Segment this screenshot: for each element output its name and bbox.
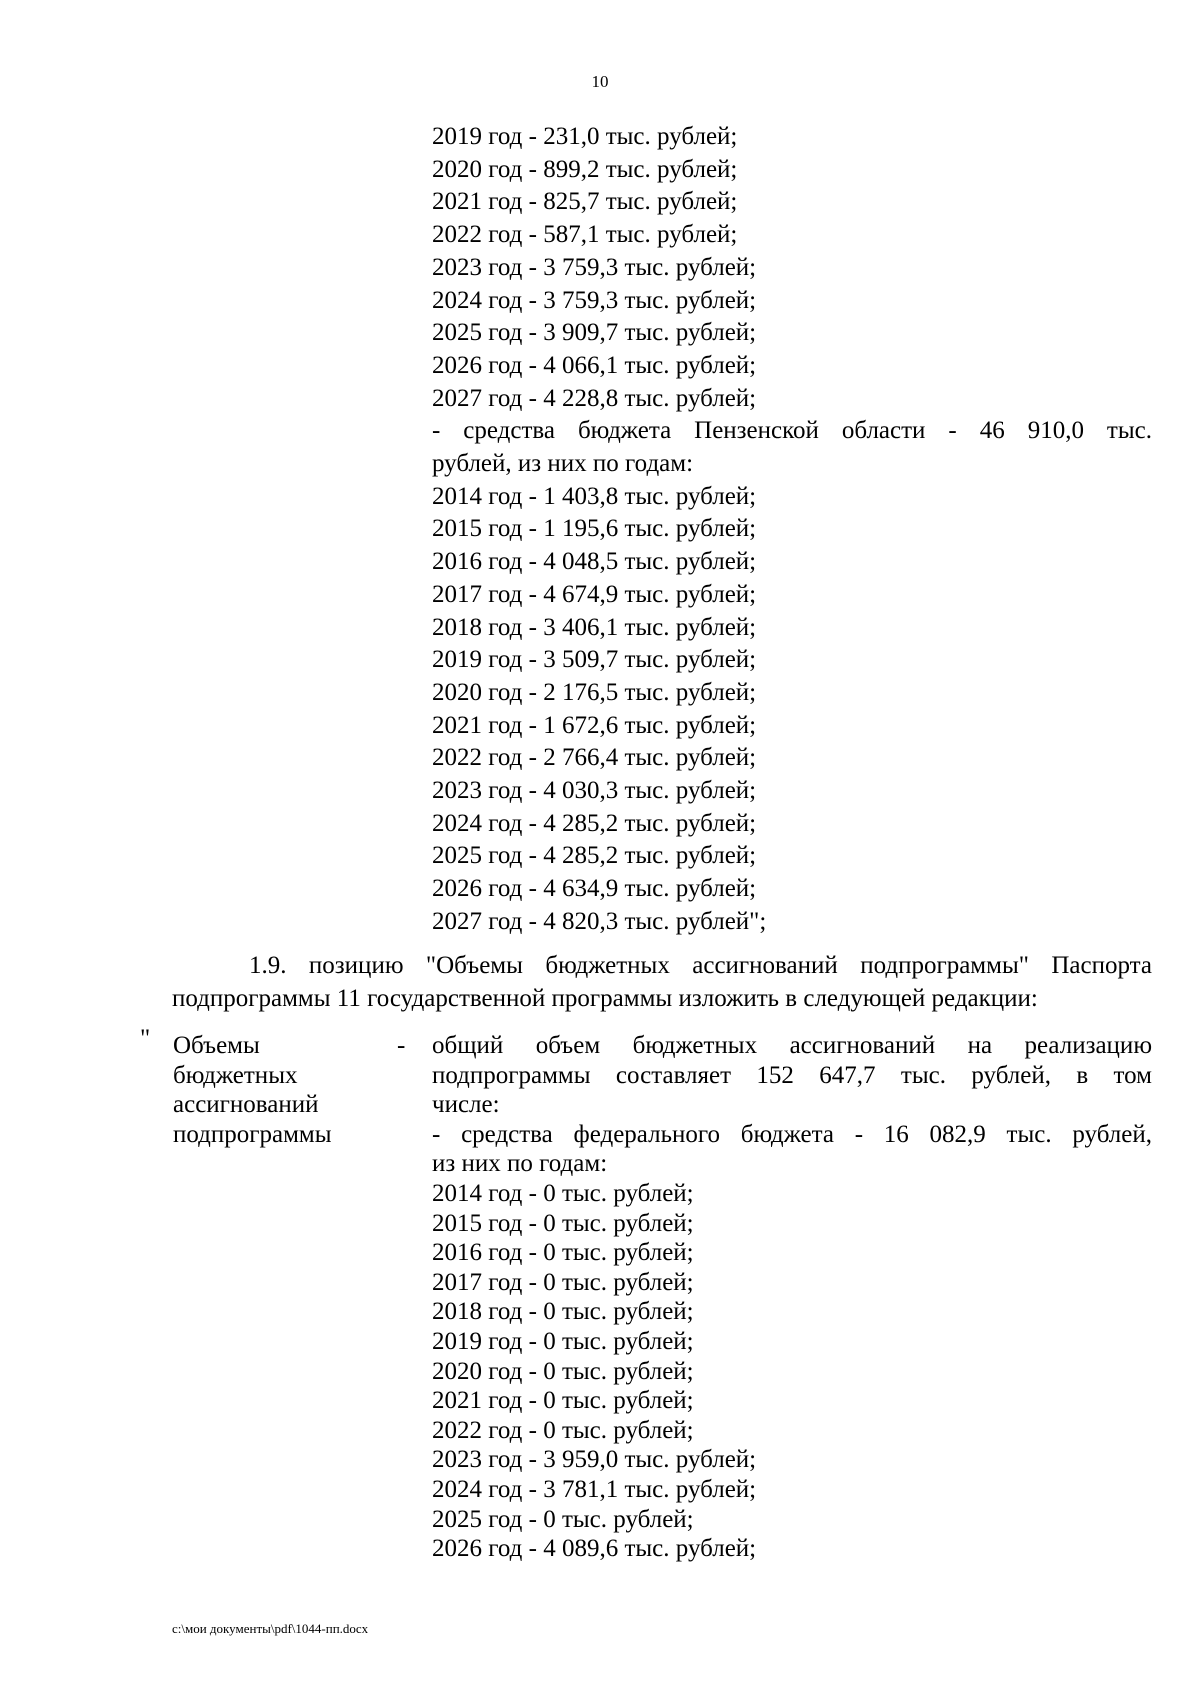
regional-budget-heading: - средства бюджета Пензенской области - 46 910,0 тыс.	[432, 417, 1152, 445]
year-line: 2025 год - 4 285,2 тыс. рублей;	[432, 842, 757, 870]
year-line: 2026 год - 4 089,6 тыс. рублей;	[432, 1535, 757, 1563]
year-line: 2015 год - 0 тыс. рублей;	[432, 1209, 694, 1237]
year-line: 2022 год - 2 766,4 тыс. рублей;	[432, 744, 757, 772]
amendment-paragraph	[172, 950, 1152, 1015]
year-line: 2019 год - 231,0 тыс. рублей;	[432, 123, 738, 150]
year-line: 2017 год - 4 674,9 тыс. рублей;	[432, 580, 757, 608]
year-line: 2022 год - 587,1 тыс. рублей;	[432, 221, 738, 249]
year-line: 2015 год - 1 195,6 тыс. рублей;	[432, 515, 757, 543]
year-line: 2027 год - 4 820,3 тыс. рублей";	[432, 907, 767, 935]
year-line: 2023 год - 4 030,3 тыс. рублей;	[432, 777, 757, 805]
year-line: 2018 год - 0 тыс. рублей;	[432, 1298, 694, 1326]
year-line: 2020 год - 899,2 тыс. рублей;	[432, 155, 738, 183]
regional-budget-subheading: рублей, из них по годам:	[432, 450, 694, 478]
funding-continuation-block	[432, 121, 1152, 939]
value-line: общий объем бюджетных ассигнований на реализацию	[432, 1032, 1152, 1059]
year-line: 2025 год - 3 909,7 тыс. рублей;	[432, 319, 757, 347]
year-line: 2017 год - 0 тыс. рублей;	[432, 1268, 694, 1296]
year-line: 2019 год - 3 509,7 тыс. рублей;	[432, 646, 757, 674]
year-line: 2020 год - 2 176,5 тыс. рублей;	[432, 678, 757, 706]
year-line: 2023 год - 3 759,3 тыс. рублей;	[432, 253, 757, 281]
label-line: Объемы	[173, 1032, 260, 1059]
value-line: - средства федерального бюджета - 16 082,9 тыс. рублей,	[432, 1120, 1152, 1148]
file-path-footer: c:\мои документы\pdf\1044-пп.docx	[172, 1621, 369, 1636]
year-line: 2021 год - 1 672,6 тыс. рублей;	[432, 711, 757, 739]
year-line: 2018 год - 3 406,1 тыс. рублей;	[432, 613, 757, 641]
passport-label	[173, 1031, 393, 1149]
label-line: подпрограммы	[173, 1120, 332, 1148]
value-line: из них по годам:	[432, 1150, 608, 1178]
year-line: 2024 год - 3 759,3 тыс. рублей;	[432, 286, 757, 314]
year-line: 2026 год - 4 066,1 тыс. рублей;	[432, 351, 757, 379]
year-line: 2022 год - 0 тыс. рублей;	[432, 1416, 694, 1444]
year-line: 2024 год - 4 285,2 тыс. рублей;	[432, 809, 757, 837]
year-line: 2016 год - 4 048,5 тыс. рублей;	[432, 548, 757, 576]
year-line: 2021 год - 0 тыс. рублей;	[432, 1387, 694, 1415]
page-number: 10	[591, 72, 609, 91]
year-line: 2023 год - 3 959,0 тыс. рублей;	[432, 1446, 757, 1474]
year-line: 2027 год - 4 228,8 тыс. рублей;	[432, 384, 757, 412]
label-line: бюджетных	[173, 1061, 298, 1089]
passport-value	[432, 1031, 1152, 1564]
year-line: 2019 год - 0 тыс. рублей;	[432, 1327, 694, 1355]
year-line: 2026 год - 4 634,9 тыс. рублей;	[432, 875, 757, 903]
passport-dash: -	[397, 1032, 406, 1059]
year-line: 2016 год - 0 тыс. рублей;	[432, 1239, 694, 1267]
year-line: 2025 год - 0 тыс. рублей;	[432, 1505, 694, 1533]
year-line: 2024 год - 3 781,1 тыс. рублей;	[432, 1475, 757, 1503]
year-line: 2014 год - 0 тыс. рублей;	[432, 1179, 694, 1207]
year-line: 2020 год - 0 тыс. рублей;	[432, 1357, 694, 1385]
opening-quote: "	[140, 1025, 151, 1052]
paragraph-line: подпрограммы 11 государственной программы изложить в следующей редакции:	[172, 984, 1038, 1012]
year-line: 2021 год - 825,7 тыс. рублей;	[432, 188, 738, 216]
label-line: ассигнований	[173, 1091, 319, 1118]
value-line: подпрограммы составляет 152 647,7 тыс. рублей, в том	[432, 1061, 1152, 1089]
value-line: числе:	[432, 1091, 500, 1119]
paragraph-line: 1.9. позицию "Объемы бюджетных ассигнований подпрограммы" Паспорта	[249, 952, 1152, 979]
year-line: 2014 год - 1 403,8 тыс. рублей;	[432, 482, 757, 510]
